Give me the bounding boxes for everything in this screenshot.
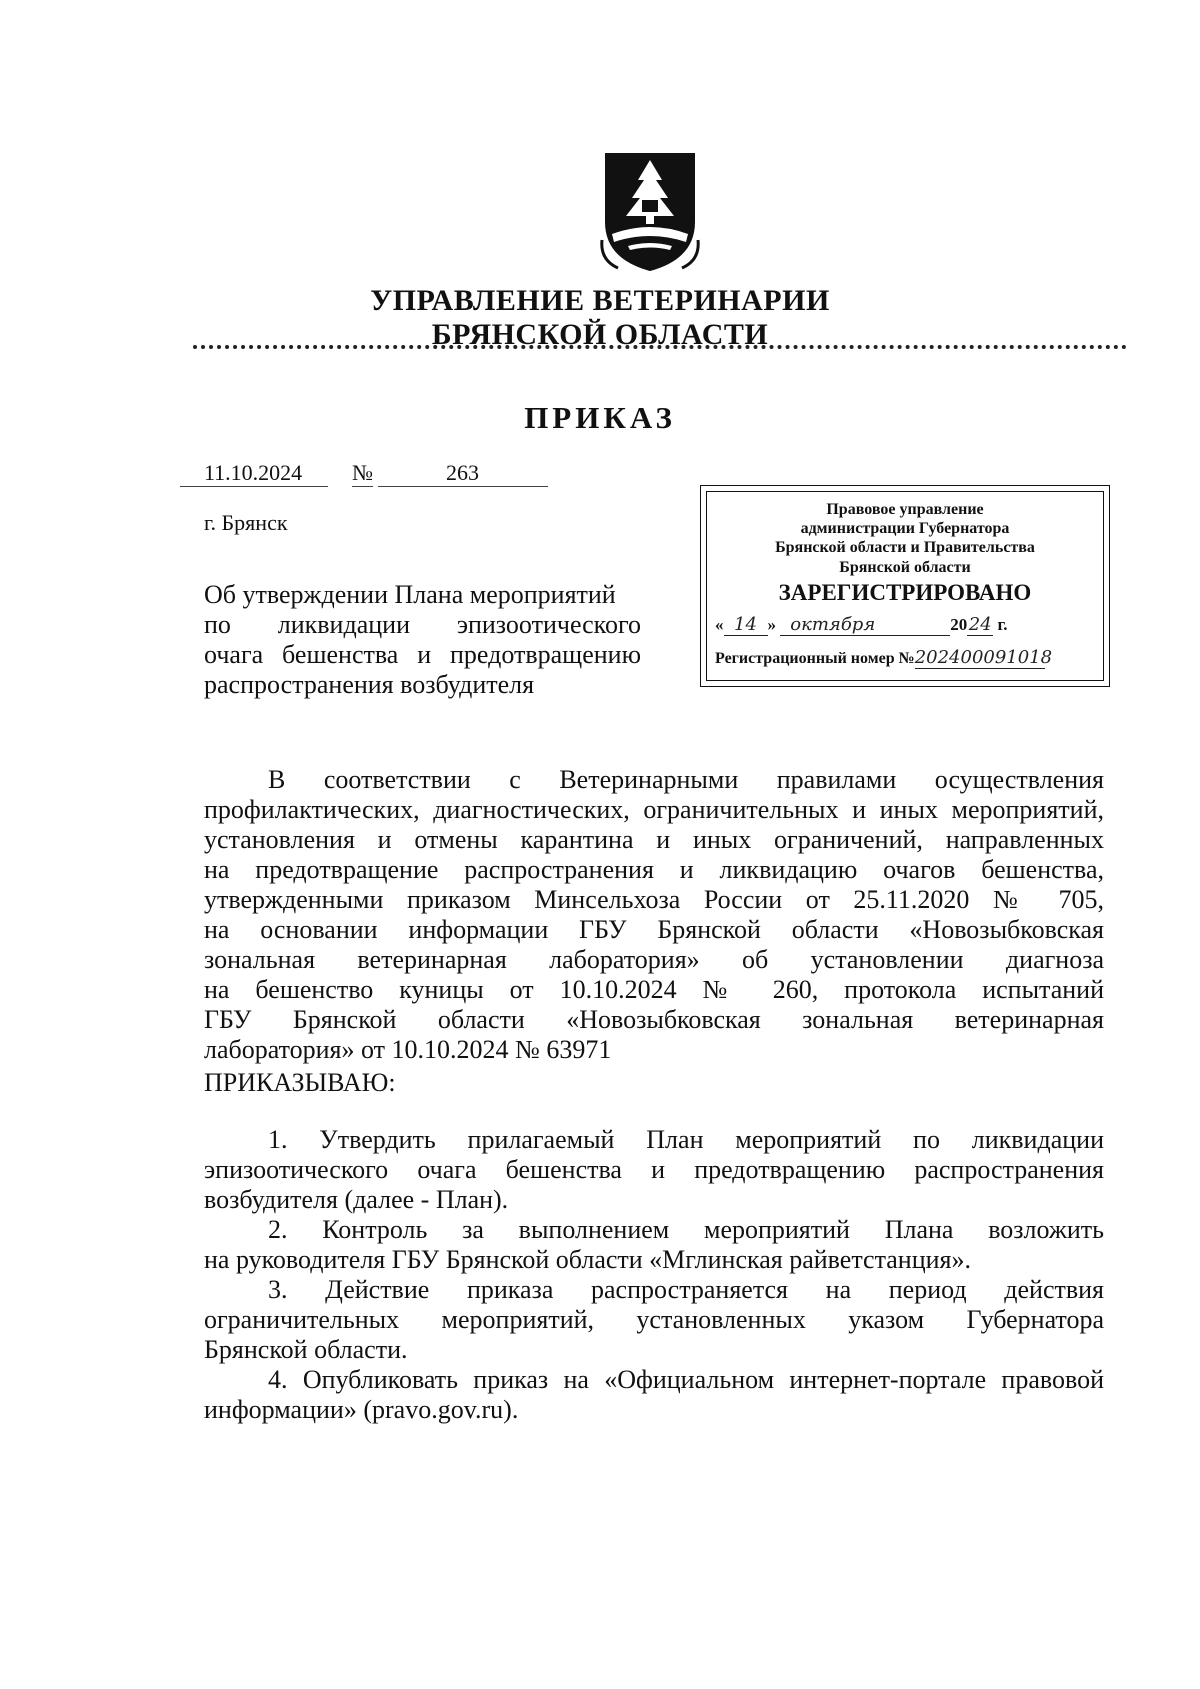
paragraph-line: В соответствии с Ветеринарными правилами осуществления [268,765,1104,794]
registration-stamp [700,485,1110,687]
item-line: 4. Опубликовать приказ на «Официальном интернет-портале правовой [268,1365,1104,1394]
item-line: ограничительных мероприятий, установленных указом Губернатора [204,1305,1104,1334]
stamp-month: октября [780,614,950,636]
stamp-quote-close: » [767,615,776,634]
paragraph-line: ГБУ Брянской области «Новозыбковская зональная ветеринарная [204,1005,1104,1034]
stamp-year-suffix: 24 [968,614,992,635]
item-line: на руководителя ГБУ Брянской области «Мглинская райветстанция». [204,1245,971,1274]
coat-of-arms-icon [598,150,702,274]
organization-name-line2: БРЯНСКОЙ ОБЛАСТИ [431,318,769,351]
dotted-divider [193,345,1127,349]
item-line: 2. Контроль за выполнением мероприятий Плана возложить [268,1215,1104,1244]
paragraph-line: на основании информации ГБУ Брянской области «Новозыбковская [204,915,1104,944]
item-line: возбудителя (далее - План). [204,1185,509,1214]
paragraph-line: утвержденными приказом Минсельхоза России от 25.11.2020 № 705, [204,885,1104,914]
item-line: 3. Действие приказа распространяется на период действия [268,1275,1104,1304]
stamp-reg-label: Регистрационный номер № [715,650,915,667]
order-word: ПРИКАЗЫВАЮ: [204,1068,396,1097]
paragraph-line: лаборатория» от 10.10.2024 № 63971 [204,1035,612,1064]
stamp-quote-open: « [715,615,724,634]
city: г. Брянск [204,510,288,535]
preamble-paragraph [204,765,1104,1065]
organization-name-line1: УПРАВЛЕНИЕ ВЕТЕРИНАРИИ [370,284,830,317]
subject-line: по ликвидации эпизоотического [204,610,641,639]
subject-line: распространения возбудителя [204,670,535,699]
paragraph-line: на предотвращение распространения и ликвидацию очагов бешенства, [204,855,1104,884]
stamp-year-mark: г. [997,615,1008,634]
stamp-year-prefix: 20 [950,615,968,634]
order-subject [204,580,641,700]
item-line: эпизоотического очага бешенства и предотвращению распространения [204,1155,1104,1184]
order-date: 11.10.2024 [180,460,328,487]
subject-line: очага бешенства и предотвращению [204,640,641,669]
stamp-reg-number: 202400091018 [914,647,1053,668]
subject-line: Об утверждении Плана мероприятий [204,580,616,609]
stamp-line: Правовое управление [826,501,984,518]
stamp-line: Брянской области и Правительства [775,539,1035,556]
stamp-inner-frame [706,491,1104,681]
stamp-day: 14 [724,614,768,636]
stamp-reg-row [715,647,1053,669]
paragraph-line: установления и отмены карантина и иных ограничений, направленных [204,825,1104,854]
stamp-line: администрации Губернатора [800,520,1010,537]
paragraph-line: зональная ветеринарная лаборатория» об установлении диагноза [204,945,1104,974]
stamp-date [715,614,1008,636]
order-number-label: № [352,460,373,485]
item-line: Брянской области. [204,1335,408,1364]
item-line: информации» (pravo.gov.ru). [204,1395,519,1424]
paragraph-line: профилактических, диагностических, ограничительных и иных мероприятий, [204,795,1104,824]
order-items [204,1125,1104,1425]
paragraph-line: на бешенство куницы от 10.10.2024 № 260, протокола испытаний [204,975,1104,1004]
stamp-registered: ЗАРЕГИСТРИРОВАНО [778,580,1032,605]
document-title: ПРИКАЗ [524,400,676,435]
item-line: 1. Утвердить прилагаемый План мероприятий по ликвидации [268,1125,1104,1154]
order-number: 263 [378,460,548,487]
stamp-line: Брянской области [839,559,971,576]
